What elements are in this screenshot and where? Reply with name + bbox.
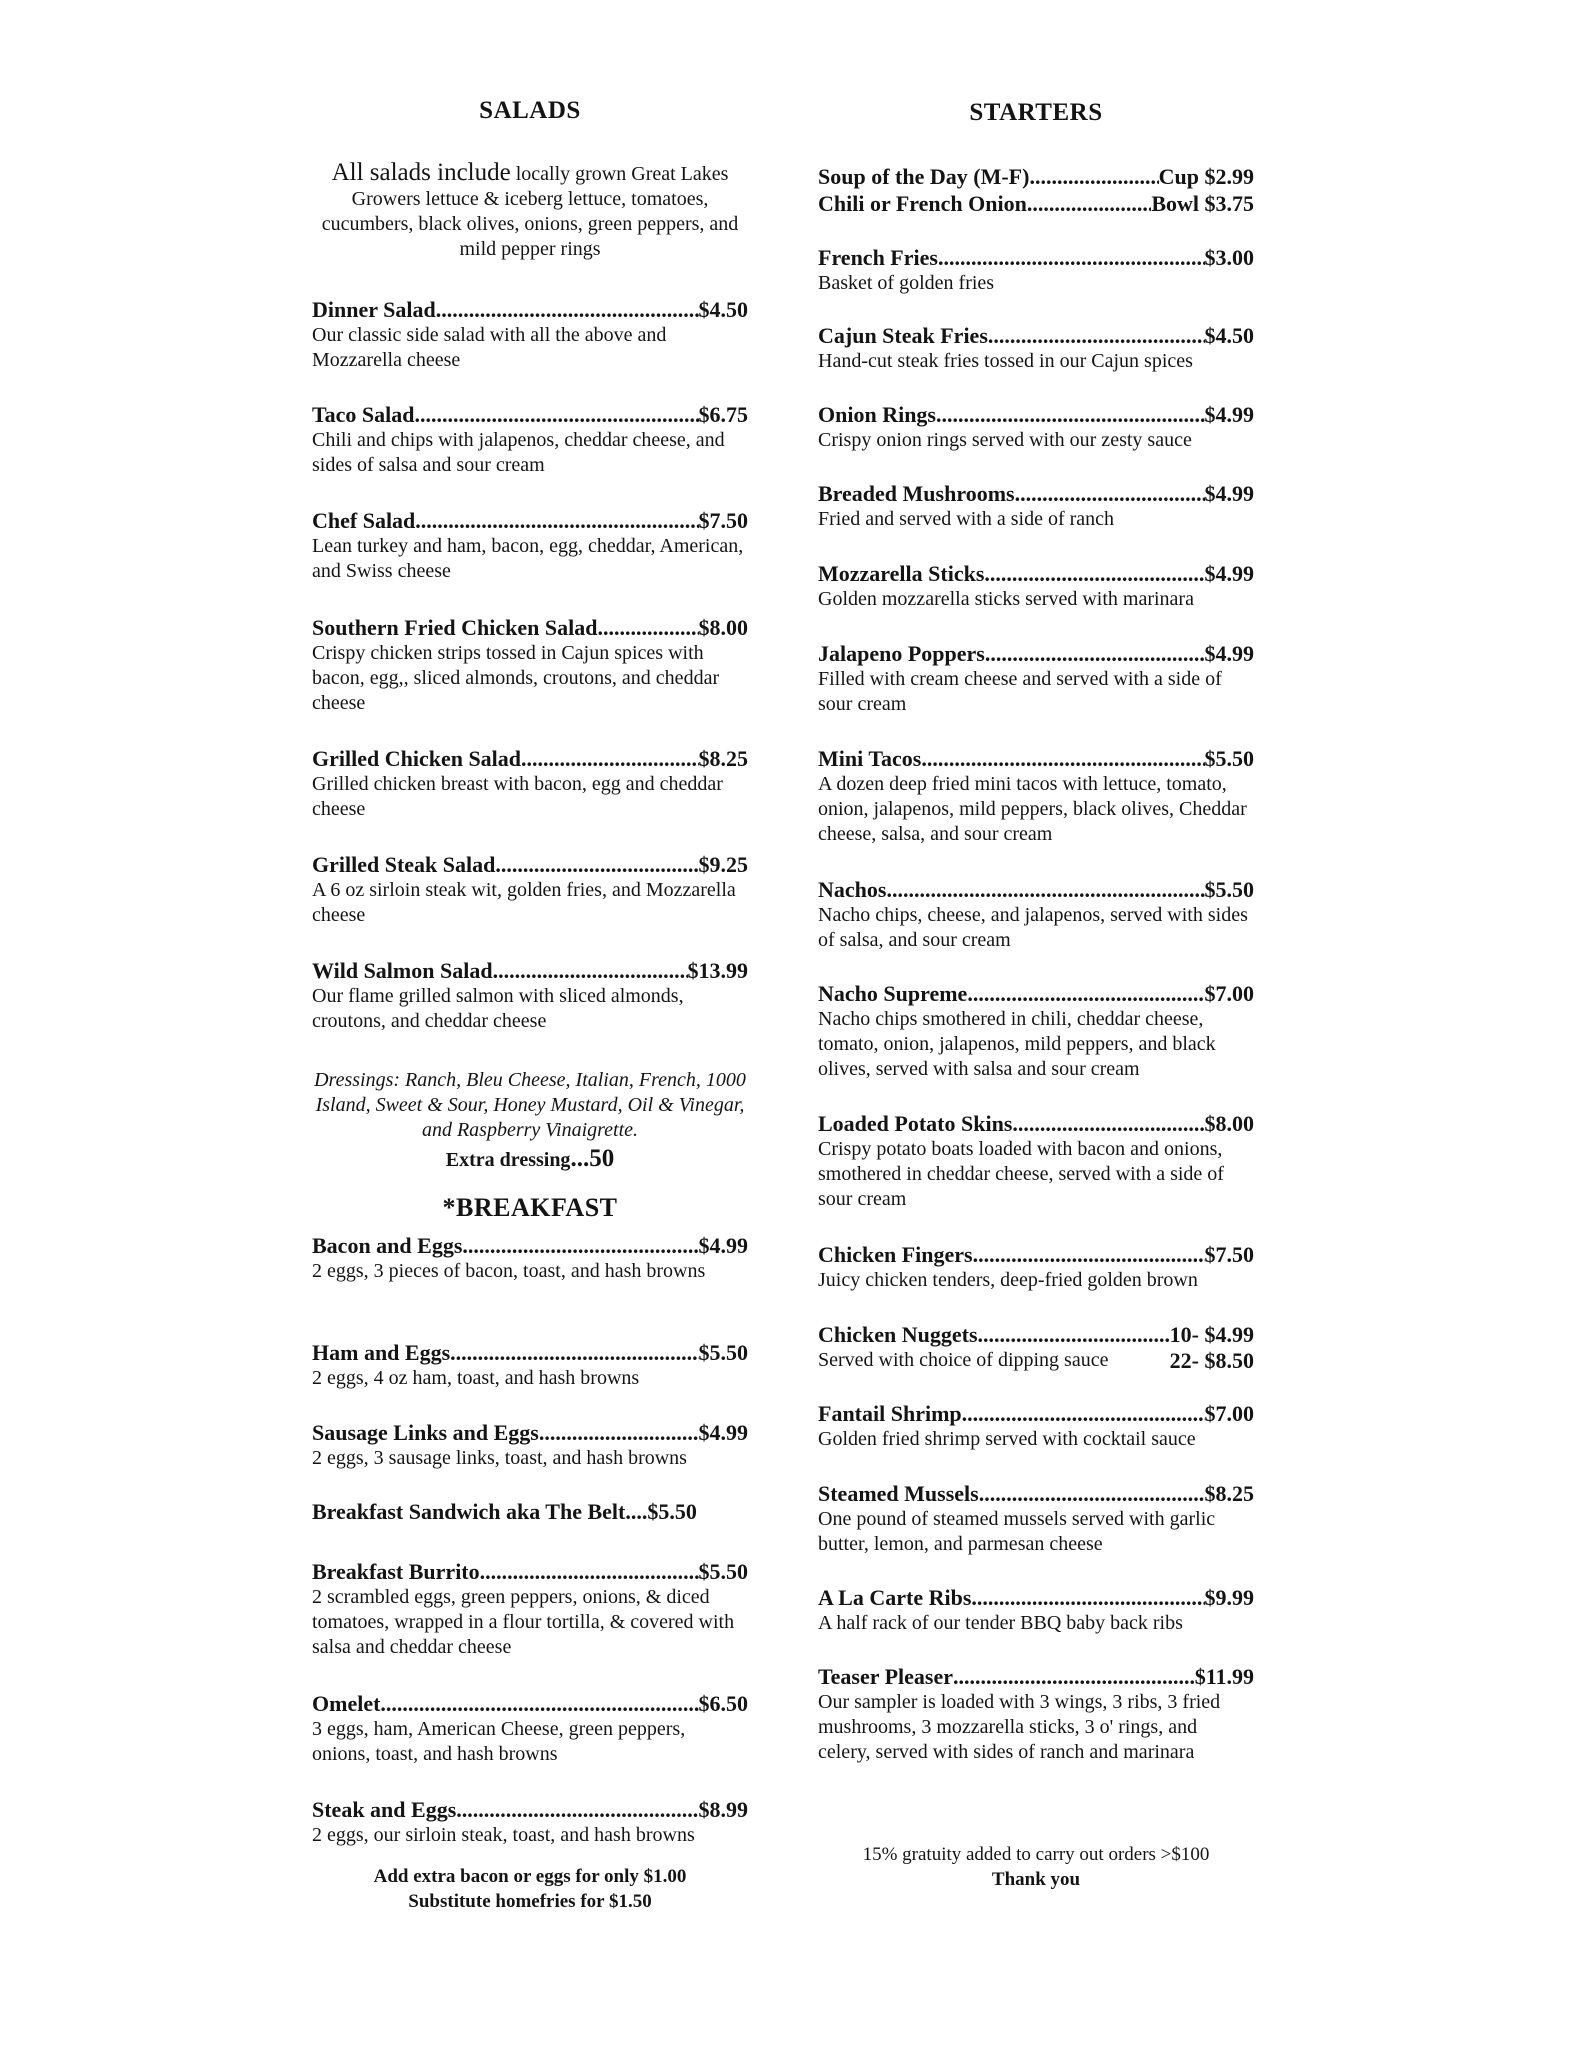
- item-description: Juicy chicken tenders, deep-fried golden brown: [818, 1269, 1198, 1291]
- breakfast-note-extra: Add extra bacon or eggs for only $1.00: [373, 1866, 687, 1887]
- item-description: 2 scrambled eggs, green peppers, onions, & diced tomatoes, wrapped in a flour tortilla, & covered with salsa and cheddar cheese: [312, 1586, 735, 1658]
- salads-intro-rest: locally grown Great Lakes Growers lettuce & iceberg lettuce, tomatoes, cucumbers, black olives, onions, green peppers, and mild pepper rings: [321, 163, 739, 260]
- item-price: $5.50: [1204, 746, 1254, 771]
- salads-intro-lead: All salads include: [331, 159, 511, 186]
- menu-item-mozzarella-sticks: [818, 560, 1254, 612]
- menu-item-onion-rings: [818, 401, 1254, 453]
- item-price: $8.00: [698, 615, 748, 640]
- item-description: Crispy potato boats loaded with bacon and onions, smothered in cheddar cheese, served with a side of sour cream: [818, 1138, 1224, 1210]
- item-price: $9.99: [1204, 1585, 1254, 1610]
- salads-intro: [312, 160, 748, 262]
- item-name: A La Carte Ribs: [818, 1585, 972, 1610]
- menu-item-steamed-mussels: [818, 1480, 1254, 1557]
- menu-item-nachos: [818, 876, 1254, 953]
- menu-item-bacon-and-eggs: [312, 1232, 748, 1284]
- item-name: Chicken Fingers: [818, 1242, 973, 1267]
- menu-item-mini-tacos: [818, 745, 1254, 847]
- item-name: Bacon and Eggs: [312, 1233, 463, 1258]
- menu-item-steak-and-eggs: [312, 1796, 748, 1848]
- item-description: Crispy chicken strips tossed in Cajun spices with bacon, egg,, sliced almonds, croutons, and cheddar cheese: [312, 642, 720, 714]
- item-name: Sausage Links and Eggs: [312, 1420, 539, 1445]
- item-name: Jalapeno Poppers: [818, 641, 985, 666]
- item-description: Our classic side salad with all the above and Mozzarella cheese: [312, 324, 667, 371]
- item-description: Crispy onion rings served with our zesty sauce: [818, 429, 1192, 451]
- item-description: 3 eggs, ham, American Cheese, green peppers, onions, toast, and hash browns: [312, 1718, 686, 1765]
- item-description: Nacho chips smothered in chili, cheddar cheese, tomato, onion, jalapenos, mild peppers, and black olives, served with salsa and sour cream: [818, 1008, 1216, 1080]
- menu-item-cajun-steak-fries: [818, 322, 1254, 374]
- item-description: 2 eggs, 3 pieces of bacon, toast, and hash browns: [312, 1260, 706, 1282]
- item-description: A 6 oz sirloin steak wit, golden fries, and Mozzarella cheese: [312, 879, 736, 926]
- menu-item-breakfast-sandwich: [312, 1498, 748, 1525]
- item-description: Filled with cream cheese and served with a side of sour cream: [818, 668, 1222, 715]
- item-price: $5.50: [698, 1340, 748, 1365]
- menu-item-teaser-pleaser: [818, 1663, 1254, 1765]
- item-name: Grilled Chicken Salad: [312, 746, 522, 771]
- item-description: 2 eggs, 4 oz ham, toast, and hash browns: [312, 1367, 640, 1389]
- item-name: Omelet: [312, 1691, 381, 1716]
- salads-heading: SALADS: [479, 97, 581, 124]
- item-description: 2 eggs, 3 sausage links, toast, and hash browns: [312, 1447, 687, 1469]
- item-description: One pound of steamed mussels served with garlic butter, lemon, and parmesan cheese: [818, 1508, 1216, 1555]
- menu-item-chili-or-french-onion: [818, 190, 1254, 217]
- menu-item-omelet: [312, 1690, 748, 1767]
- item-description: Our flame grilled salmon with sliced almonds, croutons, and cheddar cheese: [312, 985, 684, 1032]
- menu-item-soup-of-the-day: [818, 163, 1254, 190]
- menu-item-chicken-fingers: [818, 1241, 1254, 1293]
- extra-dressing-label: Extra dressing: [445, 1149, 571, 1171]
- item-description: 2 eggs, our sirloin steak, toast, and hash browns: [312, 1824, 695, 1846]
- extra-dressing: [312, 1145, 748, 1173]
- menu-item-chicken-nuggets: [818, 1321, 1254, 1373]
- item-price: $4.50: [1204, 323, 1254, 348]
- item-price: $8.99: [698, 1797, 748, 1822]
- menu-item-french-fries: [818, 244, 1254, 296]
- item-description: Grilled chicken breast with bacon, egg and cheddar cheese: [312, 773, 723, 820]
- menu-item-dinner-salad: [312, 296, 748, 373]
- item-name: Cajun Steak Fries: [818, 323, 988, 348]
- menu-item-grilled-steak-salad: [312, 851, 748, 928]
- item-price: $3.00: [1204, 245, 1254, 270]
- item-description: Golden fried shrimp served with cocktail sauce: [818, 1428, 1196, 1450]
- item-name: Chef Salad: [312, 508, 416, 533]
- item-description: Served with choice of dipping sauce: [818, 1349, 1109, 1371]
- item-price: $11.99: [1194, 1664, 1254, 1689]
- menu-item-sausage-links-and-eggs: [312, 1419, 748, 1471]
- menu-item-a-la-carte-ribs: [818, 1584, 1254, 1636]
- item-price: $4.99: [698, 1420, 748, 1445]
- menu-item-loaded-potato-skins: [818, 1110, 1254, 1212]
- item-name: Mini Tacos: [818, 746, 922, 771]
- item-description: Our sampler is loaded with 3 wings, 3 ribs, 3 fried mushrooms, 3 mozzarella sticks, 3 o' rings, and celery, served with sides of ranch and marinara: [818, 1691, 1221, 1763]
- item-price: $4.99: [1204, 402, 1254, 427]
- item-name: Onion Rings: [818, 402, 936, 427]
- item-name: Wild Salmon Salad: [312, 958, 493, 983]
- item-name: Teaser Pleaser: [818, 1664, 954, 1689]
- item-price: Cup $2.99: [1158, 164, 1254, 189]
- item-price: $5.50: [1204, 877, 1254, 902]
- item-price: $13.99: [687, 958, 748, 983]
- item-name: Steamed Mussels: [818, 1481, 979, 1506]
- breakfast-note-homefries: Substitute homefries for $1.50: [408, 1891, 652, 1912]
- item-name: Breaded Mushrooms: [818, 481, 1015, 506]
- menu-item-chef-salad: [312, 507, 748, 584]
- item-price: $8.25: [698, 746, 748, 771]
- item-price: Bowl $3.75: [1151, 191, 1254, 216]
- starters-heading: STARTERS: [969, 99, 1103, 126]
- item-name: Soup of the Day (M-F): [818, 164, 1030, 189]
- item-name: Taco Salad: [312, 402, 415, 427]
- item-name: Dinner Salad: [312, 297, 436, 322]
- item-description: Hand-cut steak fries tossed in our Cajun spices: [818, 350, 1193, 372]
- menu-item-breakfast-burrito: [312, 1558, 748, 1660]
- item-price: $7.50: [698, 508, 748, 533]
- item-name: Grilled Steak Salad: [312, 852, 496, 877]
- item-price: $6.50: [698, 1691, 748, 1716]
- item-price: $4.99: [1204, 481, 1254, 506]
- item-price: $8.25: [1204, 1481, 1254, 1506]
- menu-item-jalapeno-poppers: [818, 640, 1254, 717]
- item-price-large: 22- $8.50: [1169, 1348, 1254, 1373]
- item-description: Chili and chips with jalapenos, cheddar cheese, and sides of salsa and sour cream: [312, 429, 725, 476]
- menu-item-fantail-shrimp: [818, 1400, 1254, 1452]
- item-name: Breakfast Sandwich aka The Belt....$5.50: [312, 1499, 697, 1524]
- item-price: $7.00: [1204, 1401, 1254, 1426]
- thank-you-text: Thank you: [991, 1869, 1081, 1890]
- breakfast-note: [312, 1864, 748, 1914]
- item-name: Southern Fried Chicken Salad: [312, 615, 598, 640]
- item-name: Ham and Eggs: [312, 1340, 451, 1365]
- item-name: Chili or French Onion: [818, 191, 1027, 216]
- item-description: Fried and served with a side of ranch: [818, 508, 1115, 530]
- dressings-list: Dressings: Ranch, Bleu Cheese, Italian, French, 1000 Island, Sweet & Sour, Honey Mustard, Oil & Vinegar, and Raspberry Vinaigrette.: [314, 1069, 746, 1141]
- item-price: $7.50: [1204, 1242, 1254, 1267]
- item-price: $9.25: [698, 852, 748, 877]
- item-description: Nacho chips, cheese, and jalapenos, served with sides of salsa, and sour cream: [818, 904, 1248, 951]
- menu-item-southern-fried-chicken-salad: [312, 614, 748, 716]
- item-price: $8.00: [1204, 1111, 1254, 1136]
- menu-item-wild-salmon-salad: [312, 957, 748, 1034]
- item-description: A half rack of our tender BBQ baby back ribs: [818, 1612, 1183, 1634]
- menu-item-nacho-supreme: [818, 980, 1254, 1082]
- extra-dressing-price: ...50: [570, 1145, 615, 1172]
- item-description: Basket of golden fries: [818, 272, 995, 294]
- item-name: Nachos: [818, 877, 887, 902]
- gratuity-text: 15% gratuity added to carry out orders >$100: [862, 1844, 1210, 1865]
- menu-item-taco-salad: [312, 401, 748, 478]
- item-description: Golden mozzarella sticks served with marinara: [818, 588, 1194, 610]
- item-name: French Fries: [818, 245, 938, 270]
- breakfast-heading: *BREAKFAST: [442, 1193, 618, 1222]
- item-name: Steak and Eggs: [312, 1797, 457, 1822]
- menu-item-grilled-chicken-salad: [312, 745, 748, 822]
- item-name: Mozzarella Sticks: [818, 561, 985, 586]
- item-name: Breakfast Burrito: [312, 1559, 480, 1584]
- item-name: Chicken Nuggets: [818, 1322, 978, 1347]
- item-description: A dozen deep fried mini tacos with lettuce, tomato, onion, jalapenos, mild peppers, black olives, Cheddar cheese, salsa, and sour cream: [818, 773, 1247, 845]
- item-price: $5.50: [698, 1559, 748, 1584]
- item-price: $4.50: [698, 297, 748, 322]
- item-price: $4.99: [698, 1233, 748, 1258]
- item-price: $4.99: [1204, 561, 1254, 586]
- menu-item-ham-and-eggs: [312, 1339, 748, 1391]
- item-price: $6.75: [698, 402, 748, 427]
- menu-item-breaded-mushrooms: [818, 480, 1254, 532]
- item-name: Loaded Potato Skins: [818, 1111, 1013, 1136]
- item-price: 10- $4.99: [1169, 1322, 1254, 1347]
- item-name: Fantail Shrimp: [818, 1401, 962, 1426]
- item-description: Lean turkey and ham, bacon, egg, cheddar, American, and Swiss cheese: [312, 535, 744, 582]
- item-price: $7.00: [1204, 981, 1254, 1006]
- item-price: $4.99: [1204, 641, 1254, 666]
- item-name: Nacho Supreme: [818, 981, 968, 1006]
- gratuity-note: [818, 1842, 1254, 1892]
